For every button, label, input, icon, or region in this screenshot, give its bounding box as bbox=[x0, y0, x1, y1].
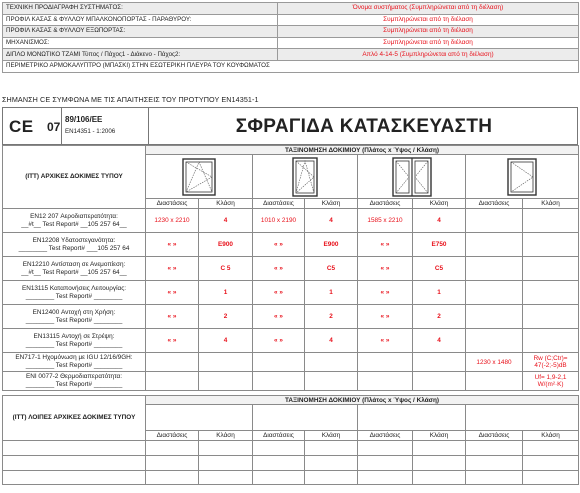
itt-initial-table bbox=[2, 145, 579, 391]
test-row bbox=[3, 281, 579, 305]
class-cell bbox=[523, 209, 579, 233]
class-cell: C5 bbox=[413, 257, 466, 281]
spec-value: Απλό 4-14-5 (Συμπληρώνεται από τη διέλαση) bbox=[278, 49, 579, 61]
class-cell: 1 bbox=[413, 281, 466, 305]
class-cell bbox=[305, 353, 358, 372]
spec-row bbox=[3, 26, 579, 38]
spec-row bbox=[3, 60, 579, 72]
col-class: Κλάση bbox=[523, 431, 579, 441]
directive-label: 89/106/EE bbox=[65, 115, 103, 124]
system-spec-table bbox=[2, 2, 579, 73]
test-standard: EN717-1 Ηχομόνωση με IGU 12/16/9GH: bbox=[15, 354, 133, 361]
class-cell: 2 bbox=[413, 305, 466, 329]
test-label bbox=[3, 329, 146, 353]
seal-title: ΣΦΡΑΓΙΔΑ ΚΑΤΑΣΚΕΥΑΣΤΗ bbox=[235, 116, 493, 137]
test-standard: EN13115 Καταπονήσεις Λειτουργίας: bbox=[21, 284, 127, 292]
class-cell bbox=[199, 353, 253, 372]
spec-label: ΜΗΧΑΝΙΣΜΟΣ: bbox=[3, 37, 278, 49]
class-cell: 2 bbox=[199, 305, 253, 329]
class-cell bbox=[523, 233, 579, 257]
window-sample-2 bbox=[253, 155, 358, 199]
manufacturer-seal-header bbox=[2, 107, 578, 145]
test-label bbox=[3, 281, 146, 305]
spec-value: Συμπληρώνεται από τη διέλαση bbox=[278, 14, 579, 26]
double-door-icon bbox=[392, 157, 432, 197]
col-dimensions: Διαστάσεις bbox=[466, 199, 523, 209]
dimension-cell: « » bbox=[146, 329, 199, 353]
col-class: Κλάση bbox=[413, 431, 466, 441]
dimension-cell bbox=[466, 257, 523, 281]
col-dimensions: Διαστάσεις bbox=[358, 431, 413, 441]
test-label bbox=[3, 372, 146, 391]
col-dimensions: Διαστάσεις bbox=[253, 199, 305, 209]
window-sample-3 bbox=[358, 155, 466, 199]
dimension-cell bbox=[466, 233, 523, 257]
window-sample-4 bbox=[466, 155, 579, 199]
spec-value: Συμπληρώνεται από τη διέλαση bbox=[278, 26, 579, 38]
dimension-cell: « » bbox=[253, 281, 305, 305]
dimension-cell: « » bbox=[253, 257, 305, 281]
test-row bbox=[3, 233, 579, 257]
dimension-cell bbox=[253, 353, 305, 372]
dimension-cell bbox=[466, 281, 523, 305]
test-standard: EN12208 Υδατοστεγανότητα: bbox=[32, 236, 116, 244]
col-dimensions: Διαστάσεις bbox=[466, 431, 523, 441]
spec-label: ΠΕΡΙΜΕΤΡΙΚΟ ΑΡΜΟΚΑΛΥΠΤΡΟ (ΜΠΑΣΚΙ) ΣΤΗΝ ΕΣΩΤΕΡΙΚΗ ΠΛΕΥΡΑ ΤΟΥ ΚΟΥΦΩΜΑΤΟΣ bbox=[3, 60, 579, 72]
spec-value: Όνομα συστήματος (Συμπληρώνεται από τη διέλαση) bbox=[278, 3, 579, 15]
dimension-cell: 1230 x 2210 bbox=[146, 209, 199, 233]
test-label bbox=[3, 353, 146, 372]
test-standard: EN12210 Αντίσταση σε Ανεμοπίεση: bbox=[22, 260, 126, 268]
dimension-cell: « » bbox=[253, 233, 305, 257]
test-row bbox=[3, 305, 579, 329]
class-cell: 2 bbox=[305, 305, 358, 329]
class-cell bbox=[413, 372, 466, 391]
class-cell: 4 bbox=[199, 329, 253, 353]
class-cell: C5 bbox=[305, 257, 358, 281]
test-row bbox=[3, 209, 579, 233]
test-report: ________ Test Report# ________ bbox=[25, 292, 123, 300]
dimension-cell: 1010 x 2190 bbox=[253, 209, 305, 233]
dimension-cell: « » bbox=[358, 305, 413, 329]
class-cell bbox=[523, 257, 579, 281]
dimension-cell: « » bbox=[358, 281, 413, 305]
itt-other-table bbox=[2, 395, 579, 485]
test-label bbox=[3, 257, 146, 281]
col-class: Κλάση bbox=[199, 199, 253, 209]
class-cell: 4 bbox=[413, 209, 466, 233]
test-standard: ENI 0077-2 Θερμοδιαπερατότητα: bbox=[25, 373, 123, 380]
test-report: __#t__ Test Report# __105 257 64__ bbox=[21, 220, 127, 228]
test-row bbox=[3, 372, 579, 391]
spec-value: Συμπληρώνεται από τη διέλαση bbox=[278, 37, 579, 49]
class-cell bbox=[305, 372, 358, 391]
dimension-cell bbox=[466, 329, 523, 353]
dimension-cell: « » bbox=[358, 329, 413, 353]
class-cell: E750 bbox=[413, 233, 466, 257]
col-dimensions: Διαστάσεις bbox=[358, 199, 413, 209]
class-cell: Rw (C;Ctr)= 47(-2;-5)dB bbox=[523, 353, 579, 372]
balcony-door-icon bbox=[292, 157, 318, 197]
itt-other-label: (ITT) ΛΟΙΠΕΣ ΑΡΧΙΚΕΣ ΔΟΚΙΜΕΣ ΤΥΠΟΥ bbox=[3, 396, 146, 441]
test-report: ________ Test Report# ___105 257 64 bbox=[18, 244, 130, 252]
ce-mark: CE bbox=[9, 117, 34, 136]
col-dimensions: Διαστάσεις bbox=[146, 431, 199, 441]
spec-row bbox=[3, 3, 579, 15]
window-sample-1 bbox=[146, 155, 253, 199]
col-class: Κλάση bbox=[413, 199, 466, 209]
dimension-cell bbox=[146, 353, 199, 372]
test-row bbox=[3, 329, 579, 353]
dimension-cell bbox=[466, 372, 523, 391]
class-cell: 4 bbox=[305, 329, 358, 353]
dimension-cell bbox=[466, 305, 523, 329]
dimension-cell: « » bbox=[146, 257, 199, 281]
col-dimensions: Διαστάσεις bbox=[146, 199, 199, 209]
dimension-cell: « » bbox=[146, 233, 199, 257]
dimension-cell: « » bbox=[253, 305, 305, 329]
class-cell: 1 bbox=[305, 281, 358, 305]
col-dimensions: Διαστάσεις bbox=[253, 431, 305, 441]
class-cell: 4 bbox=[305, 209, 358, 233]
dimension-cell bbox=[253, 372, 305, 391]
classification-header: ΤΑΞΙΝΟΜΗΣΗ ΔΟΚΙΜΙΟΥ (Πλάτος x Ύψος / Κλάση) bbox=[146, 146, 579, 155]
spec-label: ΠΡΟΦΙΛ ΚΑΣΑΣ & ΦΥΛΛΟΥ ΜΠΑΛΚΟΝΟΠΟΡΤΑΣ - ΠΑΡΑΘΥΡΟΥ: bbox=[3, 14, 278, 26]
dimension-cell bbox=[358, 353, 413, 372]
tilt-turn-window-icon bbox=[182, 158, 216, 196]
test-label bbox=[3, 233, 146, 257]
class-cell: Uf= 1,9-2,1 W/(m²·K) bbox=[523, 372, 579, 391]
col-class: Κλάση bbox=[305, 431, 358, 441]
ce-year: 07 bbox=[47, 120, 61, 134]
col-class: Κλάση bbox=[523, 199, 579, 209]
test-report: ________ Test Report# ________ bbox=[25, 316, 123, 324]
dimension-cell: « » bbox=[146, 305, 199, 329]
test-standard: EN13115 Αντοχή σε Στρέψη: bbox=[33, 332, 115, 340]
class-cell bbox=[523, 281, 579, 305]
test-standard: EN12400 Αντοχή στη Χρήση: bbox=[32, 308, 116, 316]
class-cell: C 5 bbox=[199, 257, 253, 281]
class-cell: 4 bbox=[413, 329, 466, 353]
dimension-cell: « » bbox=[146, 281, 199, 305]
spec-label: ΔΙΠΛΟ ΜΟΝΩΤΙΚΟ ΤΖΑΜΙ Τύπος / Πάχος1 - Διάκενο - Πάχος2: bbox=[3, 49, 278, 61]
col-class: Κλάση bbox=[305, 199, 358, 209]
test-label bbox=[3, 305, 146, 329]
test-row bbox=[3, 257, 579, 281]
class-cell bbox=[523, 305, 579, 329]
fixed-window-icon bbox=[507, 158, 537, 196]
class-cell bbox=[413, 353, 466, 372]
test-report: ________ Test Report# ________ bbox=[25, 340, 123, 348]
class-cell: 1 bbox=[199, 281, 253, 305]
class-cell: 4 bbox=[199, 209, 253, 233]
spec-row bbox=[3, 37, 579, 49]
class-cell bbox=[523, 329, 579, 353]
test-report: ________ Test Report# ________ bbox=[25, 362, 123, 369]
dimension-cell bbox=[358, 372, 413, 391]
class-cell bbox=[199, 372, 253, 391]
test-rows bbox=[3, 209, 579, 391]
itt-initial-label: (ITT) ΑΡΧΙΚΕΣ ΔΟΚΙΜΕΣ ΤΥΠΟΥ bbox=[3, 146, 146, 209]
test-row bbox=[3, 353, 579, 372]
test-label bbox=[3, 209, 146, 233]
dimension-cell bbox=[466, 209, 523, 233]
spec-row bbox=[3, 49, 579, 61]
ce-marking-note: ΣΗΜΑΝΣΗ CE ΣΥΜΦΩΝΑ ΜΕ ΤΙΣ ΑΠΑΙΤΗΣΕΙΣ ΤΟΥ ΠΡΟΤΥΠΟΥ EN14351-1 bbox=[2, 95, 259, 104]
dimension-cell: 1585 x 2210 bbox=[358, 209, 413, 233]
classification-header: ΤΑΞΙΝΟΜΗΣΗ ΔΟΚΙΜΙΟΥ (Πλάτος x Ύψος / Κλάση) bbox=[146, 396, 579, 405]
dimension-cell: 1230 x 1480 bbox=[466, 353, 523, 372]
class-cell: E900 bbox=[199, 233, 253, 257]
dimension-cell: « » bbox=[253, 329, 305, 353]
col-class: Κλάση bbox=[199, 431, 253, 441]
dimension-cell: « » bbox=[358, 257, 413, 281]
test-standard: EN12 207 Αεροδιαπερατότητα: bbox=[30, 212, 118, 220]
test-report: ________ Test Report# ________ bbox=[25, 381, 123, 388]
standard-label: EN14351 - 1:2006 bbox=[65, 128, 116, 135]
test-report: __#t__ Test Report# __105 257 64__ bbox=[21, 268, 127, 276]
spec-row bbox=[3, 14, 579, 26]
dimension-cell bbox=[146, 372, 199, 391]
spec-label: ΤΕΧΝΙΚΗ ΠΡΟΔΙΑΓΡΑΦΗ ΣΥΣΤΗΜΑΤΟΣ: bbox=[3, 3, 278, 15]
class-cell: E900 bbox=[305, 233, 358, 257]
divider bbox=[61, 108, 62, 145]
spec-label: ΠΡΟΦΙΛ ΚΑΣΑΣ & ΦΥΛΛΟΥ ΕΞΩΠΟΡΤΑΣ: bbox=[3, 26, 278, 38]
dimension-cell: « » bbox=[358, 233, 413, 257]
